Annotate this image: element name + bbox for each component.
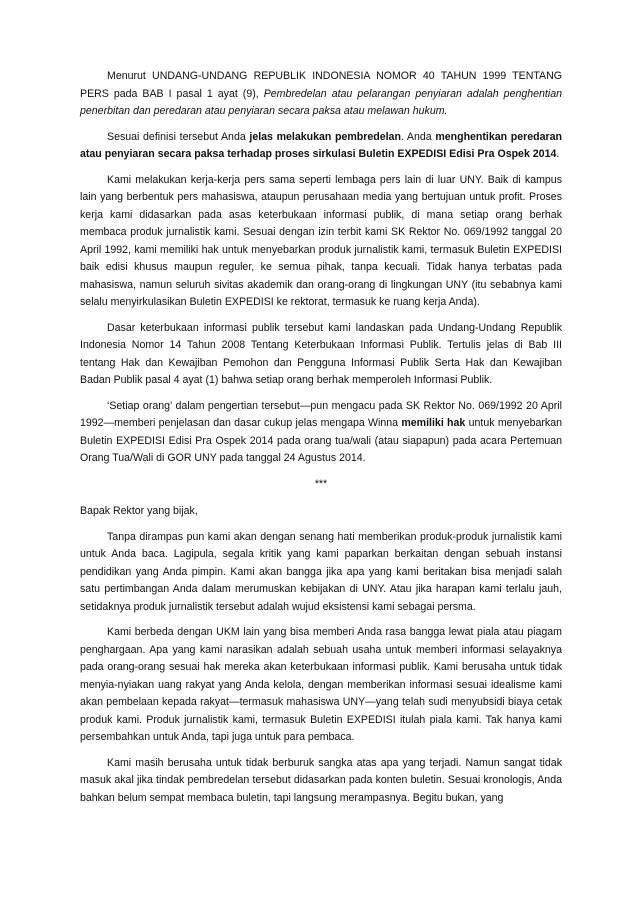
text-run: . <box>556 148 560 160</box>
text-run: Dasar keterbukaan informasi publik tersebut kami landaskan pada Undang-Undang Republik Indonesia Nomor 14 Tahun 2008 Tentang Keterbukaan Informasi Publik. Tertulis jelas di Bab III tentang Hak dan Kewajiban Pemohon dan Pengguna Informasi Publik Serta Hak dan Kewajiban Badan Publik pasal 4 ayat (1) bahwa setiap orang berhak memperoleh Informasi Publik. <box>80 321 562 386</box>
paragraph-definition <box>80 68 562 121</box>
text-run: Kami masih berusaha untuk tidak berburuk sangka atas apa yang terjadi. Namun sangat tidak masuk akal jika tindak pembredelan tersebut didasarkan pada konten buletin. Sesuai kronologis, Anda bahkan belum sempat membaca buletin, tapi langsung merampasnya. Begitu bukan, yang <box>80 756 562 804</box>
separator-text: *** <box>314 477 328 490</box>
paragraph-accusation <box>80 129 562 164</box>
paragraph-press-work <box>80 172 562 312</box>
paragraph-offer <box>80 529 562 617</box>
text-run: Tanpa dirampas pun kami akan dengan senang hati memberikan produk-produk jurnalistik kami untuk Anda baca. Lagipula, segala kritik yang kami paparkan berkaitan dengan sebuah instansi pendidikan yang Anda pimpin. Kami akan bangga jika apa yang kami beritakan bisa menjadi salah satu pertimbangan Anda dalam merumuskan kebijakan di UNY. Atau jika harapan kami terlalu jauh, setidaknya produk jurnalistik tersebut adalah wujud eksistensi kami sebagai persma. <box>80 530 562 613</box>
salutation <box>80 503 562 521</box>
text-run: Menurut UNDANG-UNDANG REPUBLIK INDONESIA NOMOR 40 TAHUN 1999 TENTANG PERS pada BAB I pasal 1 ayat (9), <box>80 70 562 100</box>
document-page <box>80 68 562 815</box>
text-run: untuk menyebarkan Buletin EXPEDISI Edisi Pra Ospek 2014 pada orang tua/wali (atau siapapun) pada acara Pertemuan Orang Tua/Wali di GOR UNY pada tanggal 24 Agustus 2014. <box>80 417 563 464</box>
text-run-bold: menghentikan peredaran atau penyiaran secara paksa terhadap proses sirkulasi Buletin EXPEDISI Edisi Pra Ospek 2014 <box>80 130 562 160</box>
paragraph-difference <box>80 624 562 747</box>
text-run-bold: memiliki hak <box>401 417 466 429</box>
text-run-italic: Pembredelan atau pelarangan penyiaran adalah penghentian penerbitan dan peredaran atau penyiaran secara paksa atau melawan hukum. <box>80 87 562 117</box>
paragraph-every-person <box>80 398 562 468</box>
text-run-bold: jelas melakukan pembredelan <box>249 130 401 143</box>
text-run: ‘Setiap orang’ dalam pengertian tersebut—pun mengacu pada SK Rektor No. 069/1992 20 April 1992—memberi penjelasan dan dasar cukup jelas mengapa Winna <box>80 399 562 429</box>
section-separator <box>80 476 562 494</box>
paragraph-chronology <box>80 755 562 808</box>
text-run: Sesuai definisi tersebut Anda <box>107 130 250 143</box>
text-run: Kami berbeda dengan UKM lain yang bisa memberi Anda rasa bangga lewat piala atau piagam penghargaan. Apa yang kami narasikan adalah sebuah usaha untuk memberi informasi selayaknya pada orang-orang sesuai hak mereka akan keterbukaan informasi publik. Kami berusaha untuk tidak menyia-nyiakan uang rakyat yang Anda kelola, dengan memberikan informasi sesuai idealisme kami akan pembelaan kepada rakyat—termasuk mahasiswa UNY—yang telah sudi menyubsidi biaya cetak produk kami. Produk jurnalistik kami, termasuk Buletin EXPEDISI itulah piala kami. Tak hanya kami persembahkan untuk Anda, tapi juga untuk para pembaca. <box>80 626 562 743</box>
text-run: Bapak Rektor yang bijak, <box>80 505 198 517</box>
paragraph-public-information <box>80 320 562 390</box>
text-run: Kami melakukan kerja-kerja pers sama seperti lembaga pers lain di luar UNY. Baik di kampus lain yang berbentuk pers mahasiswa, ataupun perusahaan media yang bertujuan untuk profit. Proses kerja kami didasarkan pada asas keterbukaan informasi publik, di mana setiap orang berhak membaca produk jurnalistik kami. Sesuai dengan izin terbit kami SK Rektor No. 069/1992 tanggal 20 April 1992, kami memiliki hak untuk menyebarkan produk jurnalistik kami, termasuk Buletin EXPEDISI baik edisi khusus maupun reguler, ke semua pihak, tanpa kecuali. Tidak hanya terbatas pada mahasiswa, namun seluruh sivitas akademik dan orang-orang di lingkungan UNY (itu sebabnya kami selalu menyirkulasikan Buletin EXPEDISI ke rektorat, termasuk ke ruang kerja Anda). <box>80 173 562 308</box>
text-run: . Anda <box>400 130 436 143</box>
